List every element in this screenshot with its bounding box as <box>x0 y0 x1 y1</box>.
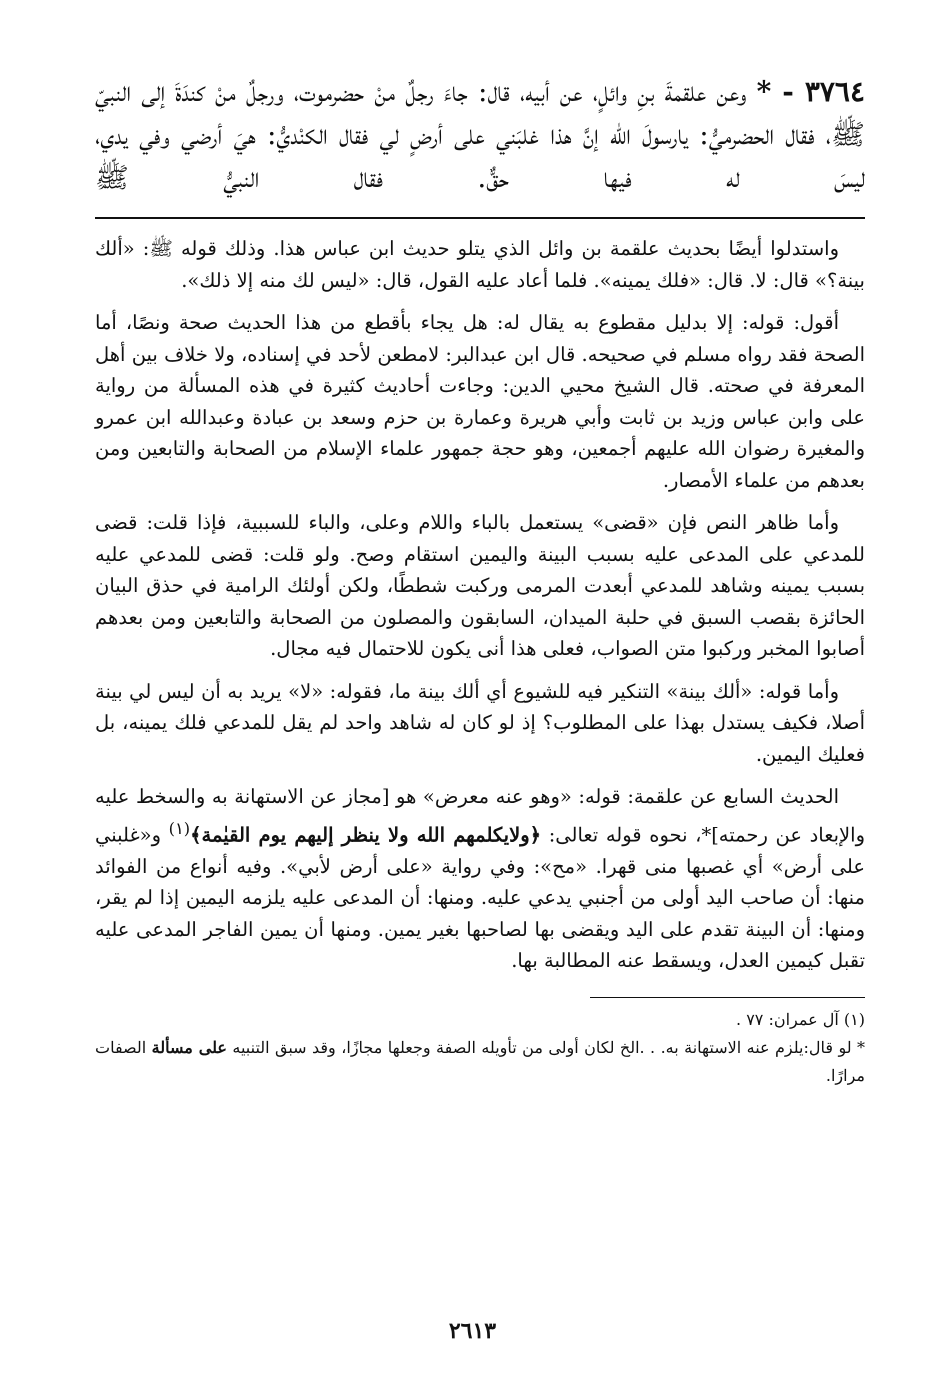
footnotes <box>95 1006 865 1090</box>
commentary-paragraph-last <box>95 781 865 977</box>
footnote-2-text: * لو قال:يلزم عنه الاستهانة به. . .الخ لكان أولى من تأويله الصفة وجعلها مجازًا، وقد سبق التنبيه <box>232 1037 866 1057</box>
commentary-paragraph: أقول: قوله: إلا بدليل مقطوع به يقال له: هل يجاء بأقطع من هذا الحديث صحة ونصًا، أما الصحة فقد رواه مسلم في صحيحه. قال ابن عبدالبر: لامطعن لأحد في إسناده، ولا خلاف بين أهل المعرفة في صحته. قال الشيخ محيي الدين: وجاءت أحاديث كثيرة في هذه المسألة من رواية على وابن عباس وزيد بن ثابت وأبي هريرة وعمارة بن حزم وسعد بن عبادة وعبدالله ابن عمرو والمغيرة رضوان الله عليهم أجمعين، وهو حجة جمهور علماء الإسلام من الصحابة والتابعين ومن بعدهم من علماء الأمصار. <box>95 311 865 492</box>
commentary-paragraph: واستدلوا أيضًا بحديث علقمة بن وائل الذي يتلو حديث ابن عباس هذا. وذلك قوله ﷺ: «ألك بينة؟» قال: لا. قال: «فلك يمينه». فلما أعاد عليه القول، قال: «ليس لك منه إلا ذلك». <box>95 237 865 292</box>
commentary <box>95 233 865 977</box>
paragraph-text: و«غلبني على أرض» أي غصبها منى قهرا. «مح»: وفي رواية «على أرض لأبي». وفيه أنواع من الفوائد منها: أن صاحب اليد أولى من أجنبي يدعي عليه. ومنها: أن المدعى عليه يلزمه اليمين إذا لم يقر، ومنها: أن البينة تقدم على اليد ويقضى بها لصاحبها بغير يمين. ومنها أن يمين الفاجر المدعى عليه تقبل كيمين العدل، ويسقط عنه المطالبة بها. <box>95 823 865 972</box>
footnote-1: (١) آل عمران: ٧٧ . <box>736 1009 865 1029</box>
main-separator <box>95 217 865 219</box>
commentary-paragraph: وأما قوله: «ألك بينة» التنكير فيه للشيوع أي ألك بينة ما، فقوله: «لا» يريد به أن ليس لي بينة أصلا، فكيف يستدل بهذا على المطلوب؟ إذ لو كان له شاهد واحد لم يقل للمدعي فلك يمينه، بل فعليك اليمين. <box>95 679 865 766</box>
paragraph-text: الحديث السابع عن علقمة: قوله: «وهو عنه معرض» هو [مجاز عن الاستهانة به والسخط عليه والإبعاد عن رحمته]*، نحوه قوله تعالى: <box>95 785 866 846</box>
commentary-paragraph: وأما ظاهر النص فإن «قضى» يستعمل بالباء واللام وعلى، والباء للسببية، فإذا قلت: قضى للمدعي على المدعى عليه بسبب البينة واليمين استقام وصح. ولو قلت: قضى للمدعي عليه بسبب يمينه وشاهد للمدعي أبعدت المرمى وركبت شططًا، ولكن أولئك الرامية في حذق البيان الحائزة بقصب السبق في حلبة الميدان، السابقون والمصلون من الصحابة والتابعين ومن بعدهم أصابوا المخبر وركبوا متن الصواب، فعلى هذا أنى يكون للاحتمال فيه مجال. <box>95 511 865 660</box>
footnote-2-suffix: الصفات مرارًا. <box>95 1037 865 1085</box>
footnote-2-bold: على مسألة <box>151 1037 227 1057</box>
hadith-body: وعن علقمةَ بنِ وائلٍ، عن أبيه، قال: جاءَ رجلٌ منْ حضرموت، ورجلٌ منْ كندَةَ إلى النبيّ ﷺ، فقال الحضرميُّ: يارسولَ الله إنَّ هذا غلبَني على أرضٍ لي فقال الكنْديُّ: هيَ أرضي وفي يدي، ليسَ له فيها حقٌّ. فقال النبيُّ ﷺ <box>95 75 865 194</box>
footnote-mark: (١) <box>168 818 191 838</box>
quran-verse: ﴿ولايكلمهم الله ولا ينظر إليهم يوم القيٰمة﴾ <box>190 823 542 846</box>
hadith-number: ٣٧٦٤ - * <box>756 75 865 108</box>
footnote-separator <box>590 997 865 998</box>
page-number: ٢٦١٣ <box>448 1318 497 1344</box>
hadith-text <box>95 70 865 199</box>
footnote-2 <box>95 1034 865 1090</box>
